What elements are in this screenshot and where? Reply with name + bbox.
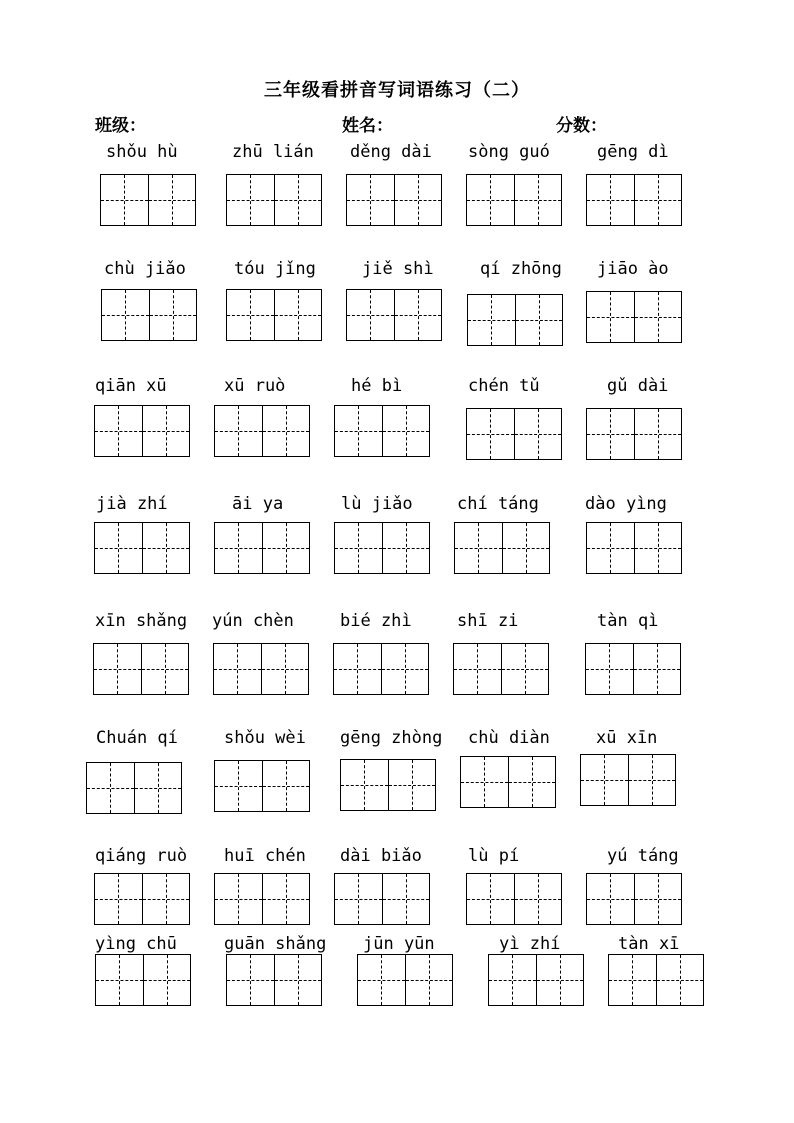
writing-cell[interactable]	[141, 644, 189, 694]
writing-cell[interactable]	[227, 955, 274, 1005]
writing-grid[interactable]	[466, 174, 562, 226]
pinyin-prompt: Chuán qí	[96, 728, 178, 748]
writing-grid[interactable]	[214, 405, 310, 457]
pinyin-prompt: guān shǎng	[224, 934, 327, 954]
writing-grid[interactable]	[453, 643, 549, 695]
writing-grid[interactable]	[586, 408, 682, 460]
writing-cell[interactable]	[455, 523, 502, 573]
writing-cell[interactable]	[262, 874, 310, 924]
writing-cell[interactable]	[262, 406, 310, 456]
writing-cell[interactable]	[215, 761, 262, 811]
writing-cell[interactable]	[609, 955, 656, 1005]
writing-cell[interactable]	[335, 874, 382, 924]
pinyin-prompt: chù diàn	[468, 728, 550, 748]
writing-cell[interactable]	[261, 644, 309, 694]
pinyin-prompt: huī chén	[224, 846, 306, 866]
pinyin-prompt: yìng chū	[95, 934, 177, 954]
pinyin-prompt: lù pí	[468, 846, 520, 866]
writing-cell[interactable]	[514, 409, 562, 459]
writing-grid[interactable]	[214, 873, 310, 925]
writing-cell[interactable]	[634, 523, 682, 573]
writing-grid[interactable]	[94, 405, 190, 457]
pinyin-prompt: jiě shì	[362, 259, 434, 279]
writing-cell[interactable]	[101, 175, 148, 225]
pinyin-prompt: tàn xī	[618, 934, 680, 954]
pinyin-prompt: gēng dì	[597, 142, 669, 162]
writing-grid[interactable]	[226, 289, 322, 341]
writing-grid[interactable]	[460, 756, 556, 808]
writing-cell[interactable]	[347, 175, 394, 225]
pinyin-prompt: sòng guó	[468, 142, 550, 162]
writing-cell[interactable]	[508, 757, 556, 807]
writing-grid[interactable]	[488, 954, 584, 1006]
writing-grid[interactable]	[466, 873, 562, 925]
writing-cell[interactable]	[656, 955, 704, 1005]
writing-cell[interactable]	[394, 175, 442, 225]
pinyin-prompt: qí zhōng	[480, 259, 562, 279]
writing-grid[interactable]	[467, 294, 563, 346]
writing-cell[interactable]	[467, 409, 514, 459]
pinyin-prompt: tóu jǐng	[234, 259, 316, 279]
writing-grid[interactable]	[214, 522, 310, 574]
pinyin-prompt: yì zhí	[499, 934, 561, 954]
writing-cell[interactable]	[581, 755, 628, 805]
writing-cell[interactable]	[634, 175, 682, 225]
writing-grid[interactable]	[86, 762, 182, 814]
writing-cell[interactable]	[214, 644, 261, 694]
pinyin-prompt: chí táng	[457, 494, 539, 514]
writing-cell[interactable]	[634, 874, 682, 924]
pinyin-prompt: yún chèn	[212, 611, 294, 631]
writing-cell[interactable]	[634, 292, 682, 342]
writing-grid[interactable]	[586, 291, 682, 343]
pinyin-prompt: lù jiǎo	[341, 494, 413, 514]
pinyin-prompt: bié zhì	[340, 611, 412, 631]
writing-grid[interactable]	[334, 522, 430, 574]
pinyin-prompt: gēng zhòng	[340, 728, 443, 748]
pinyin-prompt: jià zhí	[96, 494, 168, 514]
writing-cell[interactable]	[215, 406, 262, 456]
writing-cell[interactable]	[274, 175, 322, 225]
writing-cell[interactable]	[394, 290, 442, 340]
writing-cell[interactable]	[587, 409, 634, 459]
writing-cell[interactable]	[335, 523, 382, 573]
pinyin-prompt: dào yìng	[585, 494, 667, 514]
writing-cell[interactable]	[587, 292, 634, 342]
writing-cell[interactable]	[142, 523, 190, 573]
writing-cell[interactable]	[274, 955, 322, 1005]
writing-cell[interactable]	[382, 874, 430, 924]
writing-grid[interactable]	[346, 289, 442, 341]
writing-grid[interactable]	[226, 174, 322, 226]
pinyin-prompt: xīn shǎng	[95, 611, 188, 631]
writing-cell[interactable]	[586, 644, 633, 694]
writing-cell[interactable]	[215, 523, 262, 573]
writing-cell[interactable]	[341, 760, 388, 810]
pinyin-prompt: shǒu hù	[106, 142, 178, 162]
pinyin-prompt: dài biǎo	[340, 846, 422, 866]
writing-cell[interactable]	[405, 955, 453, 1005]
writing-grid[interactable]	[94, 873, 190, 925]
writing-grid[interactable]	[95, 954, 191, 1006]
writing-grid[interactable]	[213, 643, 309, 695]
writing-cell[interactable]	[388, 760, 436, 810]
writing-grid[interactable]	[586, 522, 682, 574]
writing-cell[interactable]	[96, 955, 143, 1005]
writing-cell[interactable]	[382, 523, 430, 573]
writing-cell[interactable]	[587, 175, 634, 225]
writing-grid[interactable]	[214, 760, 310, 812]
pinyin-prompt: tàn qì	[597, 611, 659, 631]
pinyin-prompt: děng dài	[350, 142, 432, 162]
writing-cell[interactable]	[634, 409, 682, 459]
pinyin-prompt: xū ruò	[224, 376, 286, 396]
writing-cell[interactable]	[95, 523, 142, 573]
writing-cell[interactable]	[102, 290, 149, 340]
pinyin-prompt: jiāo ào	[597, 259, 669, 279]
pinyin-prompt: yú táng	[607, 846, 679, 866]
pinyin-prompt: chén tǔ	[468, 376, 540, 396]
writing-cell[interactable]	[148, 175, 196, 225]
writing-grid[interactable]	[454, 522, 550, 574]
writing-grid[interactable]	[334, 405, 430, 457]
pinyin-prompt: qiān xū	[95, 376, 167, 396]
writing-cell[interactable]	[536, 955, 584, 1005]
writing-cell[interactable]	[334, 644, 381, 694]
writing-cell[interactable]	[215, 874, 262, 924]
writing-grid[interactable]	[94, 522, 190, 574]
writing-cell[interactable]	[587, 523, 634, 573]
writing-cell[interactable]	[501, 644, 549, 694]
pinyin-prompt: qiáng ruò	[95, 846, 188, 866]
writing-cell[interactable]	[468, 295, 515, 345]
writing-cell[interactable]	[454, 644, 501, 694]
writing-cell[interactable]	[143, 955, 191, 1005]
writing-grid[interactable]	[333, 643, 429, 695]
writing-cell[interactable]	[227, 290, 274, 340]
pinyin-prompt: chù jiǎo	[104, 259, 186, 279]
writing-cell[interactable]	[262, 523, 310, 573]
writing-cell[interactable]	[95, 406, 142, 456]
writing-cell[interactable]	[347, 290, 394, 340]
writing-grid[interactable]	[340, 759, 436, 811]
writing-grid[interactable]	[100, 174, 196, 226]
writing-cell[interactable]	[142, 406, 190, 456]
writing-grid[interactable]	[580, 754, 676, 806]
name-label: 姓名：	[342, 116, 393, 136]
writing-cell[interactable]	[134, 763, 182, 813]
writing-cell[interactable]	[87, 763, 134, 813]
writing-grid[interactable]	[357, 954, 453, 1006]
worksheet-title: 三年级看拼音写词语练习（二）	[264, 80, 530, 101]
writing-cell[interactable]	[358, 955, 405, 1005]
pinyin-prompt: shǒu wèi	[224, 728, 306, 748]
pinyin-prompt: zhū lián	[232, 142, 314, 162]
writing-grid[interactable]	[608, 954, 704, 1006]
pinyin-prompt: shī zi	[457, 611, 519, 631]
writing-cell[interactable]	[467, 175, 514, 225]
writing-cell[interactable]	[382, 406, 430, 456]
writing-grid[interactable]	[226, 954, 322, 1006]
writing-cell[interactable]	[467, 874, 514, 924]
class-label: 班级：	[95, 116, 146, 136]
writing-cell[interactable]	[274, 290, 322, 340]
writing-cell[interactable]	[94, 644, 141, 694]
writing-cell[interactable]	[633, 644, 681, 694]
writing-cell[interactable]	[628, 755, 676, 805]
writing-grid[interactable]	[334, 873, 430, 925]
writing-cell[interactable]	[149, 290, 197, 340]
writing-cell[interactable]	[95, 874, 142, 924]
writing-grid[interactable]	[585, 643, 681, 695]
writing-cell[interactable]	[335, 406, 382, 456]
writing-cell[interactable]	[227, 175, 274, 225]
writing-cell[interactable]	[515, 295, 563, 345]
writing-cell[interactable]	[142, 874, 190, 924]
pinyin-prompt: jūn yūn	[363, 934, 435, 954]
writing-grid[interactable]	[346, 174, 442, 226]
writing-grid[interactable]	[586, 873, 682, 925]
writing-grid[interactable]	[93, 643, 189, 695]
writing-cell[interactable]	[514, 874, 562, 924]
writing-grid[interactable]	[101, 289, 197, 341]
writing-cell[interactable]	[461, 757, 508, 807]
writing-cell[interactable]	[514, 175, 562, 225]
writing-cell[interactable]	[489, 955, 536, 1005]
writing-grid[interactable]	[586, 174, 682, 226]
score-label: 分数：	[556, 116, 607, 136]
writing-cell[interactable]	[502, 523, 550, 573]
writing-cell[interactable]	[381, 644, 429, 694]
writing-grid[interactable]	[466, 408, 562, 460]
writing-cell[interactable]	[262, 761, 310, 811]
writing-cell[interactable]	[587, 874, 634, 924]
pinyin-prompt: āi ya	[232, 494, 284, 514]
pinyin-prompt: xū xīn	[596, 728, 658, 748]
pinyin-prompt: hé bì	[351, 376, 403, 396]
pinyin-prompt: gǔ dài	[607, 376, 669, 396]
